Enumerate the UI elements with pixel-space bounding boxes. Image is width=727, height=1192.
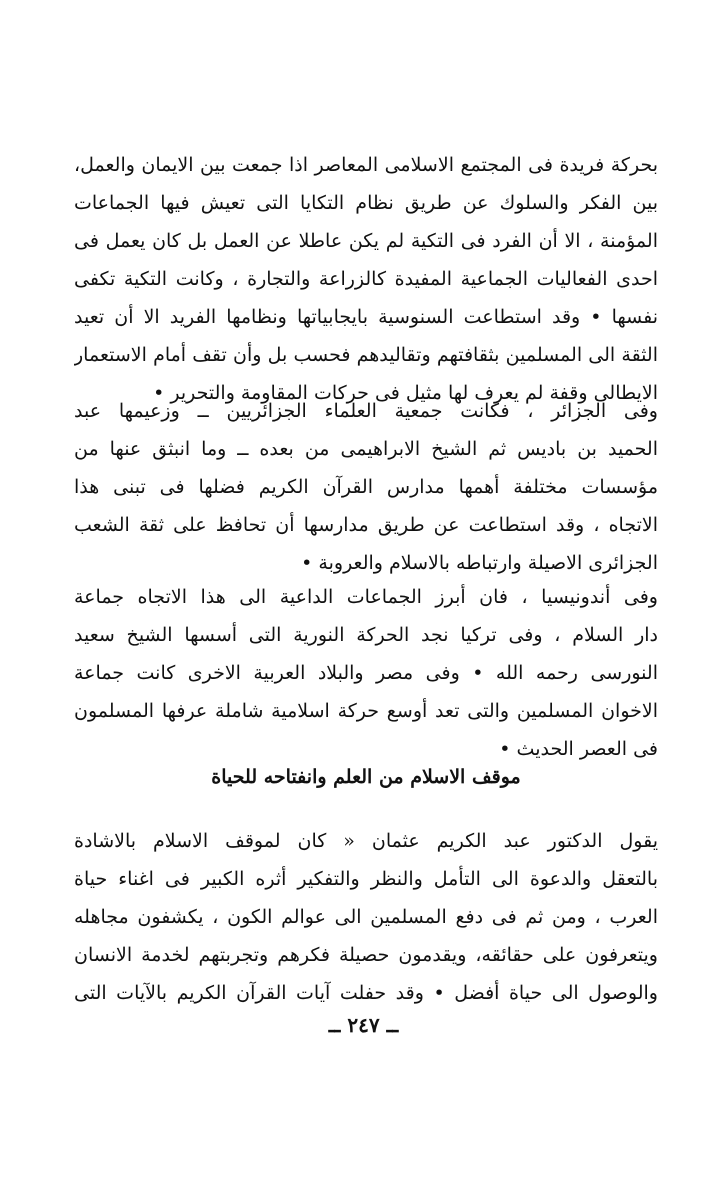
text-line: بحركة فريدة فى المجتمع الاسلامى المعاصر اذا جمعت بين الايمان والعمل، <box>74 154 658 176</box>
text-line: مؤسسات مختلفة أهمها مدارس القرآن الكريم فضلها فى تبنى هذا <box>74 476 658 498</box>
text-line: العرب ، ومن ثم فى دفع المسلمين الى عوالم الكون ، يكشفون مجاهله <box>74 906 658 928</box>
text-line: بين الفكر والسلوك عن طريق نظام التكايا التى تعيش فيها الجماعات <box>74 192 658 214</box>
text-line: فى العصر الحديث • <box>499 738 658 760</box>
text-line: ويتعرفون على حقائقه، ويقدمون حصيلة فكرهم وتجربتهم لخدمة الانسان <box>74 944 658 966</box>
text-line: دار السلام ، وفى تركيا نجد الحركة النورية التى أسسها الشيخ سعيد <box>74 624 658 646</box>
text-line: الحميد بن باديس ثم الشيخ الابراهيمى من بعده ــ وما انبثق عنها من <box>74 438 658 460</box>
text-line: الثقة الى المسلمين بثقافتهم وتقاليدهم فحسب بل وأن تقف أمام الاستعمار <box>74 344 658 366</box>
text-line: الاخوان المسلمين والتى تعد أوسع حركة اسلامية شاملة عرفها المسلمون <box>74 700 658 722</box>
paragraph-senussi <box>74 146 658 412</box>
text-line: الجزائرى الاصيلة وارتباطه بالاسلام والعروبة • <box>301 552 658 574</box>
text-line: يقول الدكتور عبد الكريم عثمان « كان لموقف الاسلام بالاشادة <box>74 830 658 852</box>
text-line: النورسى رحمه الله • وفى مصر والبلاد العربية الاخرى كانت جماعة <box>74 662 658 684</box>
text-line: الايطالى وقفة لم يعرف لها مثيل فى حركات المقاومة والتحرير • <box>153 382 658 404</box>
paragraph-algeria <box>74 392 658 582</box>
text-line: وفى أندونيسيا ، فان أبرز الجماعات الداعية الى هذا الاتجاه جماعة <box>74 586 658 608</box>
paragraph-indonesia-turkey <box>74 578 658 768</box>
text-line: المؤمنة ، الا أن الفرد فى التكية لم يكن عاطلا عن العمل بل كان يعمل فى <box>74 230 658 252</box>
page-number: ــ ٢٤٧ ــ <box>328 1013 399 1037</box>
text-line: الاتجاه ، وقد استطاعت عن طريق مدارسها أن تحافظ على ثقة الشعب <box>74 514 658 536</box>
paragraph-quote <box>74 822 658 1012</box>
text-line: بالتعقل والدعوة الى التأمل والنظر والتفكير أثره الكبير فى اغناء حياة <box>74 868 658 890</box>
text-line: وفى الجزائر ، فكانت جمعية العلماء الجزائريين ــ وزعيمها عبد <box>74 400 658 422</box>
text-line: نفسها • وقد استطاعت السنوسية بايجابياتها ونظامها الفريد الا أن تعيد <box>74 306 658 328</box>
text-line: والوصول الى حياة أفضل • وقد حفلت آيات القرآن الكريم بالآيات التى <box>74 982 658 1004</box>
text-line: احدى الفعاليات الجماعية المفيدة كالزراعة والتجارة ، وكانت التكية تكفى <box>74 268 658 290</box>
section-heading: موقف الاسلام من العلم وانفتاحه للحياة <box>211 766 521 788</box>
